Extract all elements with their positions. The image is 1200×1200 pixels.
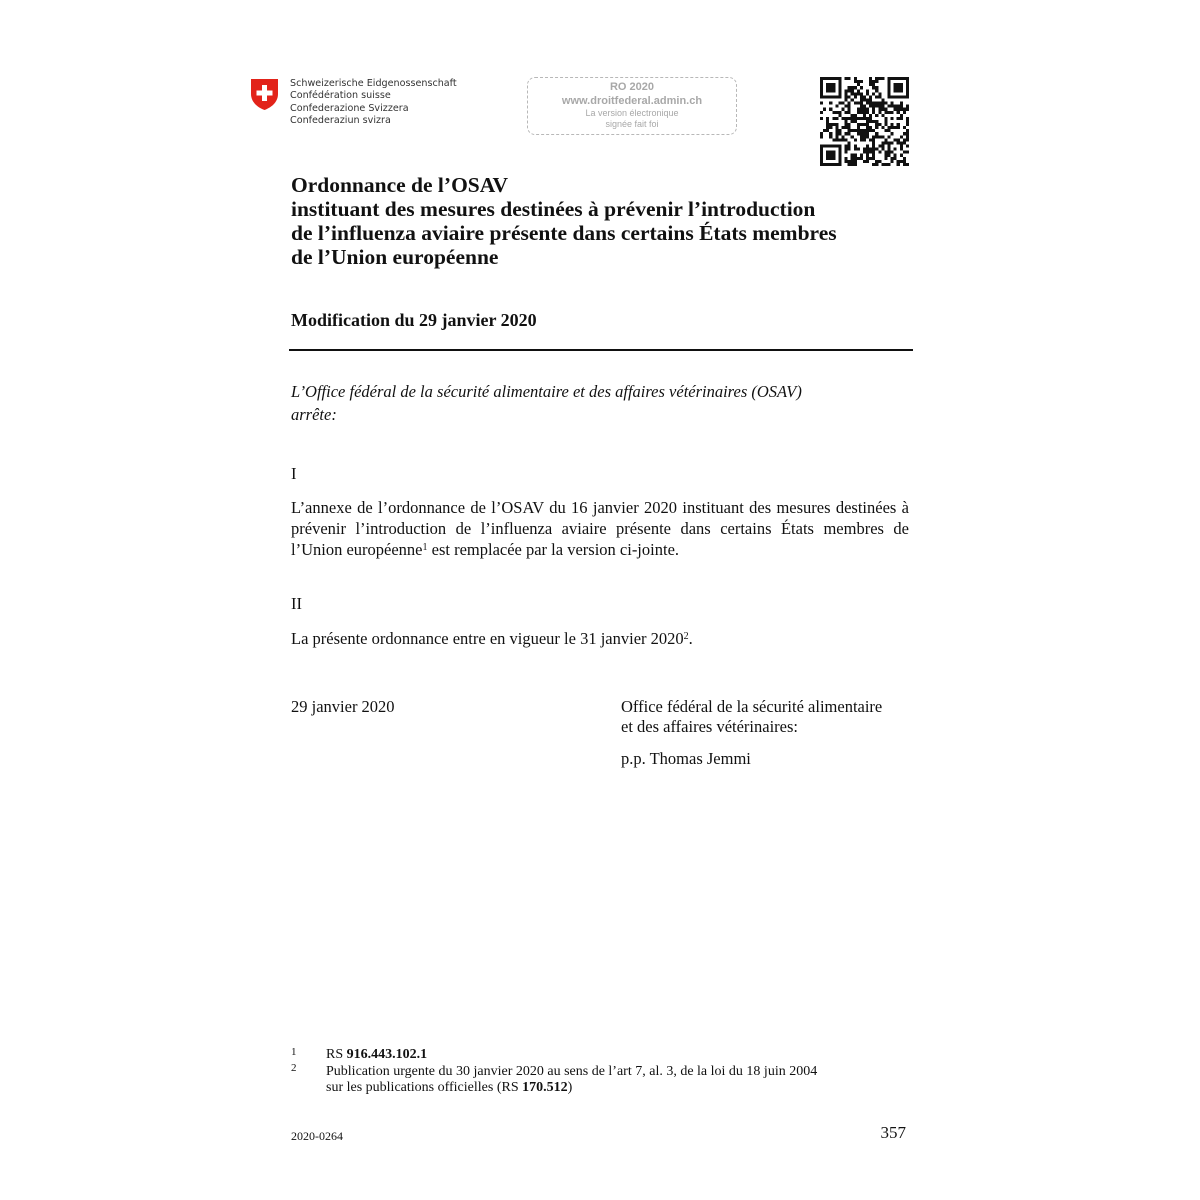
section-text [291, 628, 693, 649]
page-number: 357 [880, 1123, 906, 1142]
authority-line: et des affaires vétérinaires: [621, 717, 798, 736]
document-title [291, 173, 931, 269]
title-line: de l’influenza aviaire présente dans certains États membres [291, 221, 837, 245]
signature-authority [621, 697, 882, 737]
preamble-decree: arrête: [291, 405, 337, 424]
footnote-line: Publication urgente du 30 janvier 2020 au sens de l’art 7, al. 3, de la loi du 18 juin 2004 [326, 1064, 818, 1079]
qr-code-icon [820, 77, 909, 166]
title-line: de l’Union européenne [291, 245, 499, 269]
federation-names [290, 78, 457, 128]
federation-name-rm: Confederaziun svizra [290, 115, 391, 127]
electronic-version-stamp [527, 77, 737, 135]
footnote-text [326, 1047, 427, 1063]
footnote-ref[interactable]: 2 [683, 631, 689, 642]
title-divider [289, 349, 913, 351]
section-text-tail: est remplacée par la version ci-jointe. [427, 540, 680, 559]
qr-code-modules [820, 77, 909, 166]
modification-date: Modification du 29 janvier 2020 [291, 310, 537, 330]
stamp-title: RO 2020 [609, 81, 655, 93]
title-line: Ordonnance de l’OSAV [291, 173, 509, 197]
footnote-number: 1 [291, 1046, 297, 1058]
signature-date: 29 janvier 2020 [291, 697, 395, 716]
preamble-authority: L’Office fédéral de la sécurité alimentaire et des affaires vétérinaires (OSAV) [291, 382, 802, 401]
section-text-tail: . [688, 629, 693, 648]
footnote-text [326, 1064, 817, 1096]
title-line: instituant des mesures destinées à prévenir l’introduction [291, 197, 816, 221]
footnote-line-prefix: sur les publications officielles (RS [326, 1080, 523, 1095]
section-text-body: La présente ordonnance entre en vigueur le 31 janvier 2020 [291, 629, 684, 648]
swiss-cross-shield-icon [250, 78, 279, 111]
footnote-number: 2 [291, 1062, 297, 1074]
stamp-note-line2: signée fait foi [605, 119, 659, 129]
footnote-ref-number: 916.443.102.1 [346, 1047, 428, 1062]
preamble [291, 380, 802, 426]
section-number: I [291, 464, 297, 483]
footnote-line-suffix: ) [567, 1080, 573, 1095]
footnote-ref-number: 170.512 [522, 1080, 568, 1095]
authority-line: Office fédéral de la sécurité alimentaire [621, 697, 883, 716]
footnote-prefix: RS [326, 1047, 347, 1062]
stamp-url: www.droitfederal.admin.ch [561, 95, 703, 107]
federation-name-fr: Confédération suisse [290, 90, 391, 102]
federation-name-de: Schweizerische Eidgenossenschaft [290, 78, 457, 89]
stamp-note-line1: La version électronique [585, 108, 679, 118]
footnote-line [326, 1080, 817, 1096]
section-text [291, 497, 909, 560]
document-number: 2020-0264 [291, 1129, 343, 1143]
section-number: II [291, 594, 302, 613]
section-text-body: L’annexe de l’ordonnance de l’OSAV du 16 janvier 2020 instituant des mesures destinées à prévenir l’introduction de l’influenza aviaire présente dans certains États membres de l’Union européenne [291, 498, 909, 559]
footnote-ref[interactable]: 1 [422, 542, 428, 553]
signatory-name: p.p. Thomas Jemmi [621, 749, 751, 768]
federation-name-it: Confederazione Svizzera [290, 102, 409, 114]
